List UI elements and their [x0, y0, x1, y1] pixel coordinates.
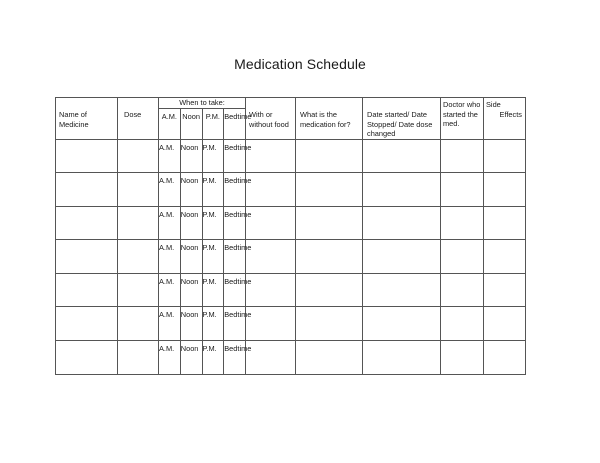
header-slot-noon: Noon: [180, 108, 202, 139]
cell-with-food[interactable]: [246, 341, 296, 375]
cell-side-effects[interactable]: [484, 341, 526, 375]
cell-slot-pm: P.M.: [202, 341, 224, 375]
cell-slot-bedtime: Bedtime: [224, 240, 246, 274]
header-dose: Dose: [118, 98, 159, 140]
cell-dose[interactable]: [118, 139, 159, 173]
cell-doctor[interactable]: [441, 341, 484, 375]
table-row: [56, 273, 526, 307]
cell-with-food[interactable]: [246, 240, 296, 274]
cell-slot-am: A.M.: [159, 139, 181, 173]
header-doctor: Doctor who started the med.: [441, 98, 484, 140]
cell-slot-noon: Noon: [180, 240, 202, 274]
header-name: Name of Medicine: [56, 98, 118, 140]
cell-slot-bedtime: Bedtime: [224, 173, 246, 207]
cell-slot-bedtime: Bedtime: [224, 273, 246, 307]
table-row: [56, 341, 526, 375]
cell-dose[interactable]: [118, 240, 159, 274]
cell-with-food[interactable]: [246, 173, 296, 207]
cell-side-effects[interactable]: [484, 173, 526, 207]
cell-slot-pm: P.M.: [202, 173, 224, 207]
cell-doctor[interactable]: [441, 173, 484, 207]
cell-doctor[interactable]: [441, 307, 484, 341]
cell-slot-noon: Noon: [180, 173, 202, 207]
header-when-to-take: When to take:: [159, 98, 246, 109]
cell-side-effects[interactable]: [484, 273, 526, 307]
table-row: [56, 173, 526, 207]
cell-with-food[interactable]: [246, 139, 296, 173]
header-row-top: [56, 98, 526, 109]
cell-slot-pm: P.M.: [202, 273, 224, 307]
cell-with-food[interactable]: [246, 206, 296, 240]
header-with-food: With or without food: [246, 98, 296, 140]
cell-slot-pm: P.M.: [202, 206, 224, 240]
cell-with-food[interactable]: [246, 307, 296, 341]
cell-slot-bedtime: Bedtime: [224, 341, 246, 375]
cell-slot-am: A.M.: [159, 206, 181, 240]
page-title: Medication Schedule: [234, 56, 366, 72]
cell-doctor[interactable]: [441, 206, 484, 240]
cell-doctor[interactable]: [441, 139, 484, 173]
cell-doctor[interactable]: [441, 273, 484, 307]
cell-with-food[interactable]: [246, 273, 296, 307]
table-row: [56, 240, 526, 274]
cell-dates[interactable]: [363, 173, 441, 207]
cell-medicine-name[interactable]: [56, 206, 118, 240]
cell-slot-bedtime: Bedtime: [224, 206, 246, 240]
table-row: [56, 307, 526, 341]
cell-slot-pm: P.M.: [202, 139, 224, 173]
cell-slot-pm: P.M.: [202, 307, 224, 341]
cell-slot-bedtime: Bedtime: [224, 307, 246, 341]
cell-medicine-name[interactable]: [56, 307, 118, 341]
cell-slot-am: A.M.: [159, 173, 181, 207]
cell-slot-noon: Noon: [180, 139, 202, 173]
header-slot-am: A.M.: [159, 108, 181, 139]
cell-dose[interactable]: [118, 273, 159, 307]
cell-slot-am: A.M.: [159, 341, 181, 375]
cell-slot-am: A.M.: [159, 307, 181, 341]
cell-dates[interactable]: [363, 206, 441, 240]
cell-side-effects[interactable]: [484, 206, 526, 240]
cell-slot-noon: Noon: [180, 341, 202, 375]
header-side-label: Side: [486, 100, 501, 109]
cell-dose[interactable]: [118, 341, 159, 375]
cell-what-for[interactable]: [296, 173, 363, 207]
header-slot-pm: P.M.: [202, 108, 224, 139]
cell-dates[interactable]: [363, 240, 441, 274]
cell-what-for[interactable]: [296, 341, 363, 375]
cell-what-for[interactable]: [296, 273, 363, 307]
cell-medicine-name[interactable]: [56, 139, 118, 173]
cell-slot-noon: Noon: [180, 307, 202, 341]
cell-slot-pm: P.M.: [202, 240, 224, 274]
medication-table: [55, 97, 526, 375]
cell-slot-am: A.M.: [159, 273, 181, 307]
header-slot-bedtime: Bedtime: [224, 108, 246, 139]
cell-what-for[interactable]: [296, 206, 363, 240]
cell-dates[interactable]: [363, 307, 441, 341]
cell-medicine-name[interactable]: [56, 173, 118, 207]
header-effects-label: Effects: [499, 109, 522, 119]
cell-dose[interactable]: [118, 307, 159, 341]
cell-what-for[interactable]: [296, 240, 363, 274]
cell-medicine-name[interactable]: [56, 273, 118, 307]
cell-slot-bedtime: Bedtime: [224, 139, 246, 173]
cell-side-effects[interactable]: [484, 307, 526, 341]
cell-slot-noon: Noon: [180, 206, 202, 240]
cell-dates[interactable]: [363, 139, 441, 173]
table-row: [56, 206, 526, 240]
header-dates: Date started/ Date Stopped/ Date dose changed: [363, 98, 441, 140]
cell-what-for[interactable]: [296, 139, 363, 173]
table-row: [56, 139, 526, 173]
header-what-for: What is the medication for?: [296, 98, 363, 140]
cell-slot-noon: Noon: [180, 273, 202, 307]
cell-side-effects[interactable]: [484, 139, 526, 173]
cell-medicine-name[interactable]: [56, 341, 118, 375]
cell-doctor[interactable]: [441, 240, 484, 274]
cell-slot-am: A.M.: [159, 240, 181, 274]
cell-what-for[interactable]: [296, 307, 363, 341]
header-side-effects: [484, 98, 526, 140]
cell-dates[interactable]: [363, 341, 441, 375]
cell-side-effects[interactable]: [484, 240, 526, 274]
cell-dose[interactable]: [118, 206, 159, 240]
cell-dose[interactable]: [118, 173, 159, 207]
cell-medicine-name[interactable]: [56, 240, 118, 274]
cell-dates[interactable]: [363, 273, 441, 307]
